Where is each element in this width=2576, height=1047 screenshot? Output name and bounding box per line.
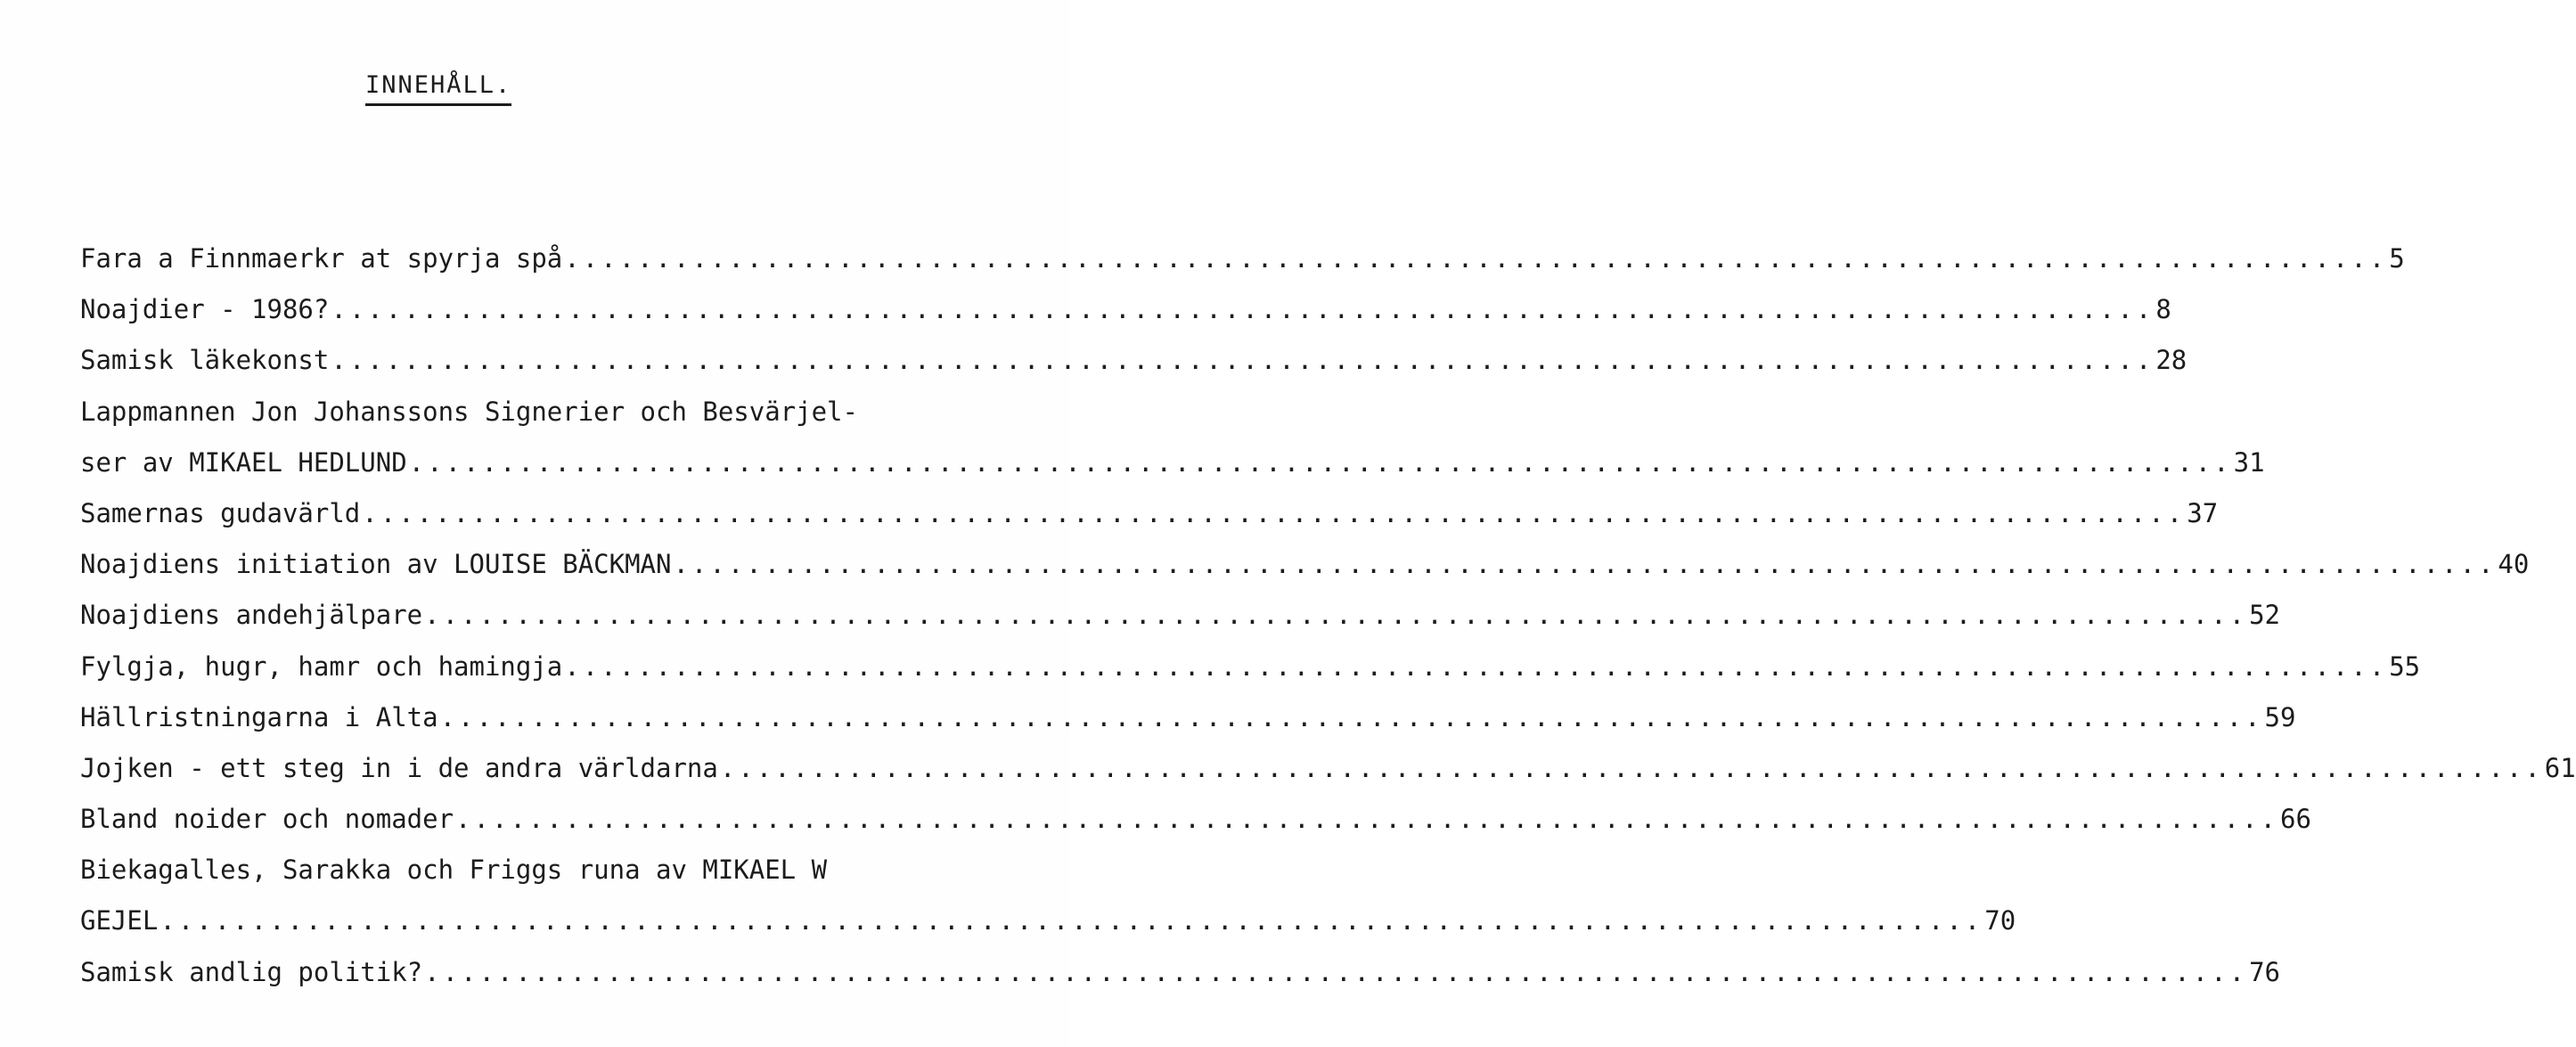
toc-page-number: 52 — [2249, 600, 2280, 631]
toc-entry — [80, 947, 2280, 998]
toc-entry-title: Noajdier - 1986? — [80, 294, 330, 325]
toc-entry-title: Hällristningarna i Alta — [80, 701, 438, 732]
toc-entry-title-line1: Lappmannen Jon Johanssons Signerier och Besvärjel- — [80, 396, 858, 427]
dot-leader: .................................................................................................... — [362, 497, 2186, 528]
toc-entry-title: Samisk andlig politik? — [80, 956, 423, 987]
toc-entry — [80, 743, 2576, 794]
toc-entry-title: Noajdiens andehjälpare — [80, 600, 423, 631]
dot-leader: .................................................................................................... — [564, 650, 2388, 682]
toc-page-number: 31 — [2233, 446, 2265, 478]
toc-entry-title: ser av MIKAEL HEDLUND — [80, 446, 407, 478]
toc-entry — [80, 438, 2265, 488]
toc-entry-title: Noajdiens initiation av LOUISE BÄCKMAN — [80, 549, 672, 580]
dot-leader: .................................................................................................... — [424, 956, 2248, 987]
toc-entry-title: Fylgja, hugr, hamr och hamingja — [80, 650, 563, 682]
toc-entry — [80, 794, 2311, 845]
table-of-contents — [80, 233, 2576, 998]
toc-entry-title: Fara a Finnmaerkr at spyrja spå — [80, 243, 563, 274]
dot-leader: .................................................................................................... — [719, 752, 2543, 783]
toc-page-number: 59 — [2264, 701, 2296, 732]
toc-entry-title-line1: Biekagalles, Sarakka och Friggs runa av MIKAEL W — [80, 855, 828, 886]
toc-entry-title: Samernas gudavärld — [80, 497, 361, 528]
toc-entry — [80, 692, 2296, 743]
dot-leader: .................................................................................................... — [564, 243, 2388, 274]
toc-page-number: 55 — [2389, 650, 2421, 682]
dot-leader: .................................................................................................... — [408, 446, 2232, 478]
toc-page-number: 70 — [1984, 905, 2016, 937]
toc-page-number: 61 — [2544, 752, 2576, 783]
toc-entry — [80, 233, 2405, 284]
toc-entry — [80, 488, 2219, 539]
toc-entry — [80, 590, 2280, 641]
toc-page-number: 37 — [2187, 497, 2219, 528]
dot-leader: .................................................................................................... — [673, 549, 2497, 580]
page-title: INNEHÅLL. — [365, 70, 511, 106]
toc-entry — [80, 335, 2188, 386]
toc-entry — [80, 896, 2016, 946]
dot-leader: .................................................................................................... — [424, 600, 2248, 631]
toc-page-number: 8 — [2155, 294, 2171, 325]
toc-page-number: 40 — [2498, 549, 2530, 580]
toc-entry — [80, 642, 2421, 692]
toc-entry — [80, 284, 2171, 335]
toc-page-number: 66 — [2279, 804, 2311, 835]
toc-entry-title: GEJEL — [80, 905, 159, 937]
dot-leader: .................................................................................................... — [455, 804, 2278, 835]
toc-page-number: 76 — [2249, 956, 2280, 987]
toc-entry-title: Samisk läkekonst — [80, 345, 330, 376]
dot-leader: .................................................................................................... — [159, 905, 1983, 937]
toc-entry-title: Jojken - ett steg in i de andra världarna — [80, 752, 718, 783]
dot-leader: .................................................................................................... — [331, 294, 2155, 325]
toc-page-number: 5 — [2389, 243, 2405, 274]
toc-entry — [80, 539, 2530, 590]
dot-leader: .................................................................................................... — [439, 701, 2263, 732]
dot-leader: .................................................................................................... — [331, 345, 2155, 376]
toc-entry-title: Bland noider och nomader — [80, 804, 454, 835]
toc-page-number: 28 — [2155, 345, 2188, 376]
